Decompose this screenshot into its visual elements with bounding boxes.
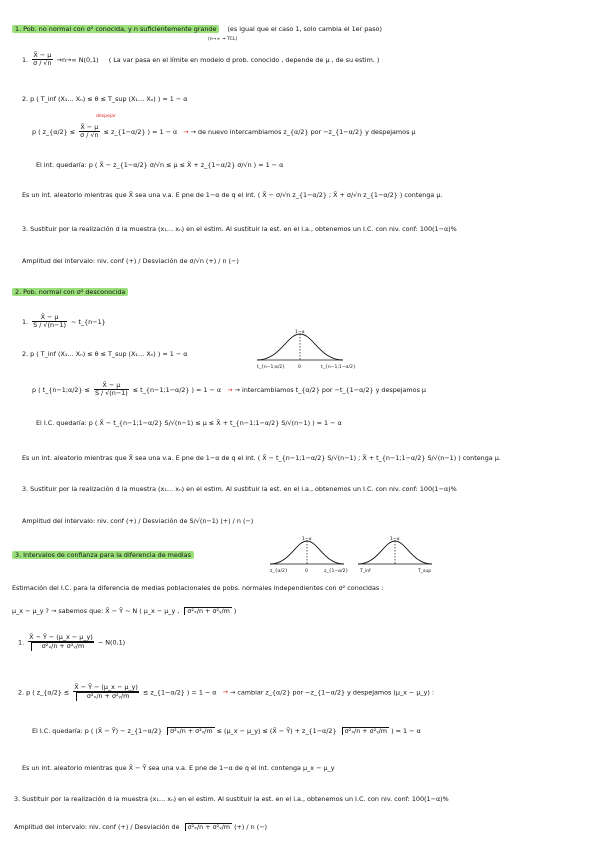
s1-step1-fraction: $\frac{X̄ - \mu}{\sigma / √n}$: [33, 51, 52, 68]
s3-step2-arrow-text: → cambiar z_{α/2} por −z_{1−α/2} y despejamos (μ_x − μ_y) :: [229, 688, 435, 697]
s2-t-distribution-curve: [255, 330, 356, 370]
s3-step2: 2. p ( z_{α/2} ≤ $\frac{X̄ - Ȳ - (\mu\_x - \mu\_y)}{\text{σ²ₓ/n + σ²ᵧ/m}}$ ≤ z_{1−α/2} ) = 1 − α → → cambiar z_{α/2} por −z_{1−α/2} y despejamos (μ_x − μ_y) :: [18, 683, 435, 701]
section-2-heading: [12, 289, 128, 296]
s1-amplitud: Amplitud del intervalo: niv. conf (+) / Desviación de σ/√n (+) / n (−): [22, 257, 239, 265]
s2-curve-mid-label: 0: [298, 365, 301, 370]
section-1-subnote: (n→∞ ⇒ TCL): [208, 37, 238, 42]
s3-aleatorio: Es un int. aleatorio mientras que X̄ − Ȳ sea una v.a. E pne de 1−α de q el int. contenga μ_x − μ_y: [22, 764, 335, 772]
s2-interval: El I.C. quedaría: p ( X̄ − t_{n−1;1−α/2} S/√(n−1) ≤ μ ≤ X̄ + t_{n−1;1−α/2} S/√(n−1) ) = 1 − α: [36, 419, 342, 427]
s1-aleatorio: Es un int. aleatorio mientras que X̄ sea una v.a. E pne de 1−α de q el int. ( X̄ − σ/√n z_{1−α/2} ; X̄ + σ/√n z_{1−α/2} ) contenga μ.: [22, 191, 443, 199]
section-1-heading: [12, 26, 382, 33]
s1-step2b: p ( z_{α/2} ≤ $\frac{X̄ - \mu}{\sigma / √n}$ ≤ z_{1−α/2} ) = 1 − α → → de nuevo intercambiamos z_{α/2} por −z_{1−α/2} y despejamos μ: [32, 123, 416, 140]
s1-step1-rhs: N(0,1): [78, 55, 99, 64]
s2-curve-left-label: t_{n−1;α/2}: [257, 365, 286, 370]
s3-step1: 1. $\frac{X̄ - Ȳ - (\mu\_x - \mu\_y)}{\text{σ²ₓ/n + σ²ᵧ/m}}$ ∼ N(0,1): [18, 633, 126, 651]
section-1-note: (es igual que el caso 1, solo cambia el 1er paso): [227, 25, 382, 33]
s3-line1: μ_x − μ_y ? → sabemos que: X̄ − Ȳ ∼ N ( μ_x − μ_y , σ²ₓ/n + σ²ᵧ/m ): [12, 607, 237, 616]
section-3-heading: [12, 552, 194, 559]
s3-step3: 3. Sustituir por la realización d la muestra (x₁… xₙ) en el estim. Al sustituir la est. en el i.a., obtenemos un I.C. con niv. conf: 100(1−α)%: [14, 795, 449, 803]
s2-step2b-arrow-text: → intercambiamos t_{α/2} por −t_{1−α/2} y despejamos μ: [234, 385, 426, 394]
s1-step2: 2. p ( T_inf (X₁… Xₙ) ≤ θ ≤ T_sup (X₁… Xₙ) ) = 1 − α: [22, 95, 188, 103]
s1-step3: 3. Sustituir por la realización d la muestra (x₁… xₙ) en el estim. Al sustituir la est. en el i.a., obtenemos un I.C. con niv. conf: 100(1−α)%: [22, 225, 457, 233]
section-3-title: 3. Intervalos de confianza para la diferencia de medias: [12, 551, 194, 559]
s3-curve2-right-label: T_sup: [418, 569, 432, 574]
s3-curve1-top-label: 1−α: [302, 537, 312, 542]
s2-curve-top-label: 1−α: [295, 330, 305, 335]
s2-step2: 2. p ( T_inf (X₁… Xₙ) ≤ θ ≤ T_sup (X₁… Xₙ) ) = 1 − α: [22, 350, 188, 358]
s2-amplitud: Amplitud del intervalo: niv. conf (+) / Desviación de S/√(n−1) (+) / n (−): [22, 517, 254, 525]
section-1-title: 1. Pob. no normal con σ² conocida, y n suficientemente grande: [12, 25, 219, 33]
s1-step1: 1. $\frac{X̄ - \mu}{\sigma / √n}$ →n→∞ N(0,1) ( La var pasa en el límite en modelo d prob. conocido , depende de μ , de su estim. ): [22, 51, 380, 68]
s1-despejar-label: despejar: [96, 114, 116, 119]
s3-interval-curve: [356, 536, 434, 574]
s1-interval: El int. quedaría: p ( X̄ − z_{1−α/2} σ/√n ≤ μ ≤ X̄ + z_{1−α/2} σ/√n ) = 1 − α: [36, 161, 284, 169]
s2-aleatorio: Es un int. aleatorio mientras que X̄ sea una v.a. E pne de 1−α de q el int. ( X̄ − t_{n−1;1−α/2} S/√(n−1) ; X̄ + t_{n−1;1−α/2} S/√(n−1) ) contenga μ.: [22, 454, 501, 462]
s3-curve2-top-label: 1−α: [390, 537, 400, 542]
s3-line1-sqrt: σ²ₓ/n + σ²ᵧ/m: [184, 607, 231, 615]
s3-curve1-left-label: z_{α/2}: [270, 569, 288, 574]
s1-step1-note: ( La var pasa en el límite en modelo d prob. conocido , depende de μ , de su estim. ): [108, 55, 380, 64]
s3-interval: El I.C. quedaría: p ( (X̄ − Ȳ) − z_{1−α/2} σ²ₓ/n + σ²ᵧ/m ≤ (μ_x − μ_y) ≤ (X̄ − Ȳ) + z_{1−α/2} σ²ₓ/n + σ²ᵧ/m ) = 1 − α: [32, 727, 421, 736]
s2-step3: 3. Sustituir por la realización d la muestra (x₁… xₙ) en el estim. Al sustituir la est. en el i.a., obtenemos un I.C. con niv. conf: 100(1−α)%: [22, 485, 457, 493]
s2-step2b: p ( t_{n−1;α/2} ≤ $\frac{X̄ - \mu}{S / √(n-1)}$ ≤ t_{n−1;1−α/2} ) = 1 − α → → intercambiamos t_{α/2} por −t_{1−α/2} y despejamos μ: [32, 381, 426, 398]
s2-curve-right-label: t_{n−1;1−α/2}: [321, 365, 356, 370]
s3-curve1-mid-label: 0: [305, 569, 308, 574]
s2-step1: 1. $\frac{X̄ - \mu}{S / √(n-1)}$ ∼ t_{n−1}: [22, 313, 106, 330]
section-2-title: 2. Pob. normal con σ² desconocida: [12, 288, 128, 296]
s3-curve2-left-label: T_inf: [360, 569, 371, 574]
s3-normal-curve: [268, 536, 349, 574]
s1-step1-arrow: →n→∞: [56, 55, 77, 64]
s3-curve1-right-label: z_{1−α/2}: [324, 569, 349, 574]
s3-amplitud: Amplitud del intervalo: niv. conf (+) / Desviación de σ²ₓ/n + σ²ᵧ/m (+) / n (−): [14, 823, 268, 832]
s1-step2b-arrow-text: → de nuevo intercambiamos z_{α/2} por −z_{1−α/2} y despejamos μ: [190, 127, 416, 136]
s3-estimacion: Estimación del I.C. para la diferencia de medias poblacionales de pobs. normales independientes con σ² conocidas :: [12, 584, 384, 592]
